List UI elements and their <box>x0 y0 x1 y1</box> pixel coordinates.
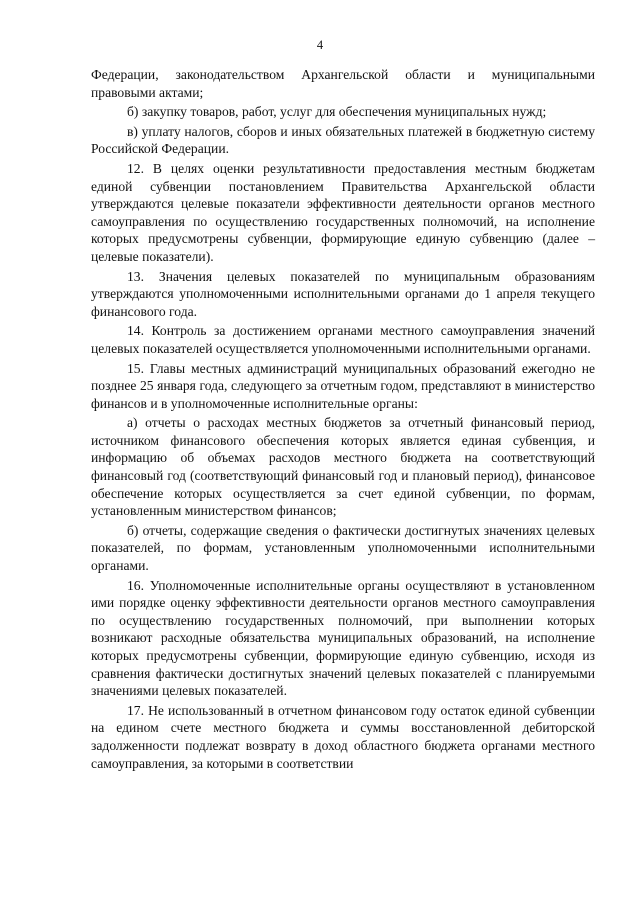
paragraph-12: 12. В целях оценки результативности предоставления местным бюджетам единой субвенции постановлением Правительства Архангельской области утверждаются целевые показатели эффективности деятельности органов местного самоуправления по осуществлению государственных полномочий, на исполнение которых предусмотрены субвенции, формирующие единую субвенцию (далее – целевые показатели). <box>91 160 595 264</box>
paragraph-15-a: а) отчеты о расходах местных бюджетов за отчетный финансовый период, источником финансового обеспечения которых является единая субвенция, и информацию об объемах расходов местного бюджета на соответствующий финансовый год (соответствующий финансовый год и плановый период), финансовое обеспечение которых осуществляется за счет единой субвенции, по формам, установленным министерством финансов; <box>91 415 595 519</box>
paragraph-15: 15. Главы местных администраций муниципальных образований ежегодно не позднее 25 января года, следующего за отчетным годом, представляют в министерство финансов и в уполномоченные исполнительные органы: <box>91 360 595 411</box>
page-number: 4 <box>316 38 324 52</box>
paragraph-continuation: Федерации, законодательством Архангельской области и муниципальными правовыми актами; <box>91 67 595 100</box>
paragraph-item-b: б) закупку товаров, работ, услуг для обеспечения муниципальных нужд; <box>127 104 547 120</box>
paragraph-14: 14. Контроль за достижением органами местного самоуправления значений целевых показателей осуществляется уполномоченными исполнительными органами. <box>91 323 595 356</box>
paragraph-item-v: в) уплату налогов, сборов и иных обязательных платежей в бюджетную систему Российской Федерации. <box>91 123 595 157</box>
document-body <box>91 66 595 772</box>
paragraph-16: 16. Уполномоченные исполнительные органы осуществляют в установленном ими порядке оценку эффективности деятельности органов местного самоуправления по осуществлению государственных полномочий, при выполнении которых возникают расходные обязательства муниципальных образований, на исполнение которых предусмотрены субвенции, формирующие единую субвенцию, исходя из сравнения фактически достигнутых значений целевых показателей с планируемыми значениями целевых показателей. <box>91 577 595 699</box>
paragraph-17: 17. Не использованный в отчетном финансовом году остаток единой субвенции на едином счете местного бюджета и суммы восстановленной дебиторской задолженности подлежат возврату в доход областного бюджета органами местного самоуправления, за которыми в соответствии <box>91 702 595 771</box>
paragraph-15-b: б) отчеты, содержащие сведения о фактически достигнутых значениях целевых показателей, по формам, установленным уполномоченными исполнительными органами. <box>91 522 595 574</box>
paragraph-13: 13. Значения целевых показателей по муниципальным образованиям утверждаются уполномоченными исполнительными органами до 1 апреля текущего финансового года. <box>91 268 595 319</box>
